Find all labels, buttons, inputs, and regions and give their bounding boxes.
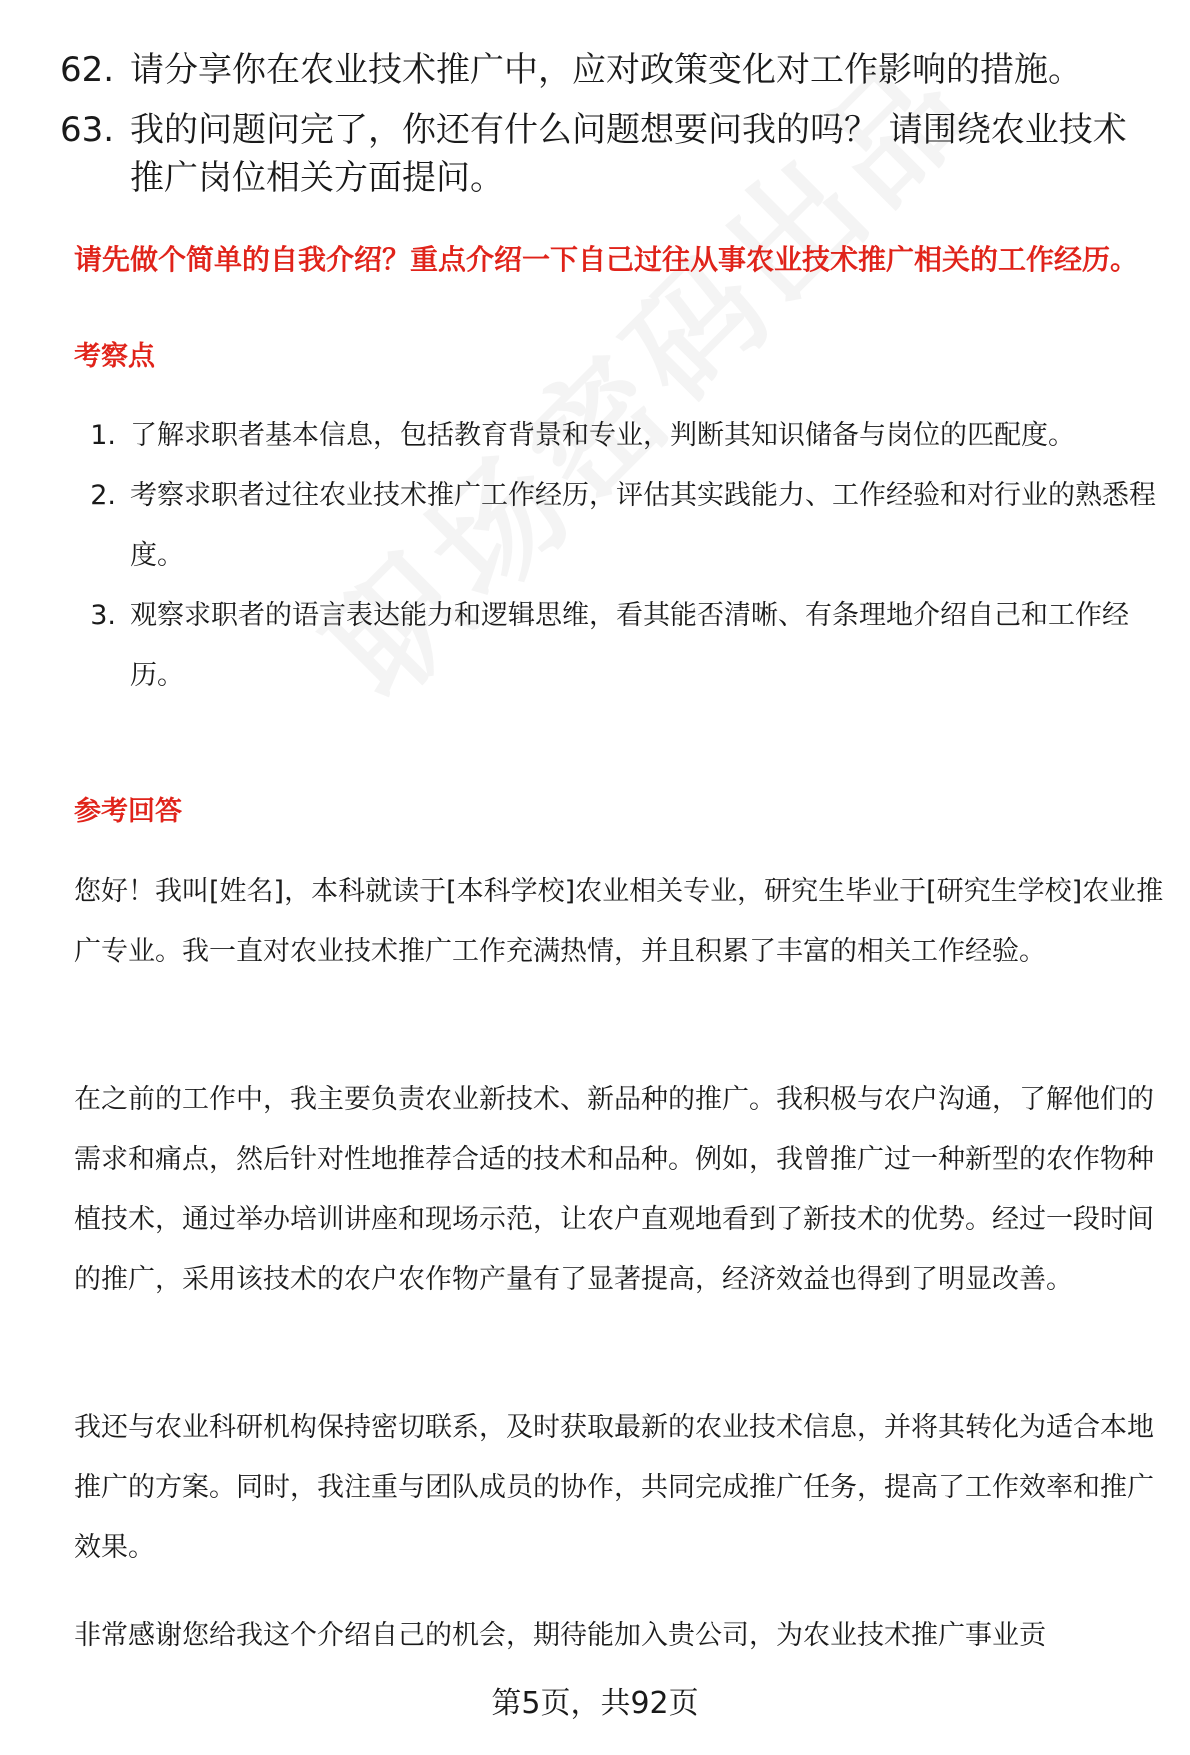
question-number: 62. — [60, 50, 115, 90]
list-text: 了解求职者基本信息，包括教育背景和专业，判断其知识储备与岗位的匹配度。 — [130, 420, 1075, 451]
question-text: 请分享你在农业技术推广中，应对政策变化对工作影响的措施。 — [130, 50, 1082, 90]
section-heading-answer: 参考回答 — [74, 796, 182, 827]
answer-paragraph: 您好！我叫[姓名]，本科就读于[本科学校]农业相关专业，研究生毕业于[研究生学校]农业推广专业。我一直对农业技术推广工作充满热情，并且积累了丰富的相关工作经验。 — [74, 876, 1164, 967]
question-text: 我的问题问完了，你还有什么问题想要问我的吗？ 请围绕农业技术推广岗位相关方面提问。 — [130, 110, 1127, 198]
answer-paragraph: 在之前的工作中，我主要负责农业新技术、新品种的推广。我积极与农户沟通，了解他们的需求和痛点，然后针对性地推荐合适的技术和品种。例如，我曾推广过一种新型的农作物种植技术，通过举办培训讲座和现场示范，让农户直观地看到了新技术的优势。经过一段时间的推广，采用该技术的农户农作物产量有了显著提高，经济效益也得到了明显改善。 — [74, 1084, 1154, 1295]
list-item — [74, 406, 1164, 466]
list-text: 观察求职者的语言表达能力和逻辑思维，看其能否清晰、有条理地介绍自己和工作经历。 — [130, 600, 1129, 691]
page-footer: 第5页，共92页 — [491, 1686, 699, 1721]
answer-paragraph: 非常感谢您给我这个介绍自己的机会，期待能加入贵公司，为农业技术推广事业贡 — [74, 1620, 1046, 1651]
list-text: 考察求职者过往农业技术推广工作经历，评估其实践能力、工作经验和对行业的熟悉程度。 — [130, 480, 1156, 571]
answer-paragraph: 我还与农业科研机构保持密切联系，及时获取最新的农业技术信息，并将其转化为适合本地推广的方案。同时，我注重与团队成员的协作，共同完成推广任务，提高了工作效率和推广效果。 — [74, 1412, 1154, 1563]
question-item — [60, 106, 1160, 202]
list-number: 1. — [90, 420, 116, 451]
list-item — [74, 586, 1164, 706]
main-question-heading: 请先做个简单的自我介绍？重点介绍一下自己过往从事农业技术推广相关的工作经历。 — [74, 243, 1139, 276]
points-list — [74, 406, 1164, 706]
section-heading-points: 考察点 — [74, 341, 155, 372]
list-item — [74, 466, 1164, 586]
question-number: 63. — [60, 110, 115, 150]
question-item — [60, 46, 1160, 94]
list-number: 3. — [90, 600, 116, 631]
list-number: 2. — [90, 480, 116, 511]
